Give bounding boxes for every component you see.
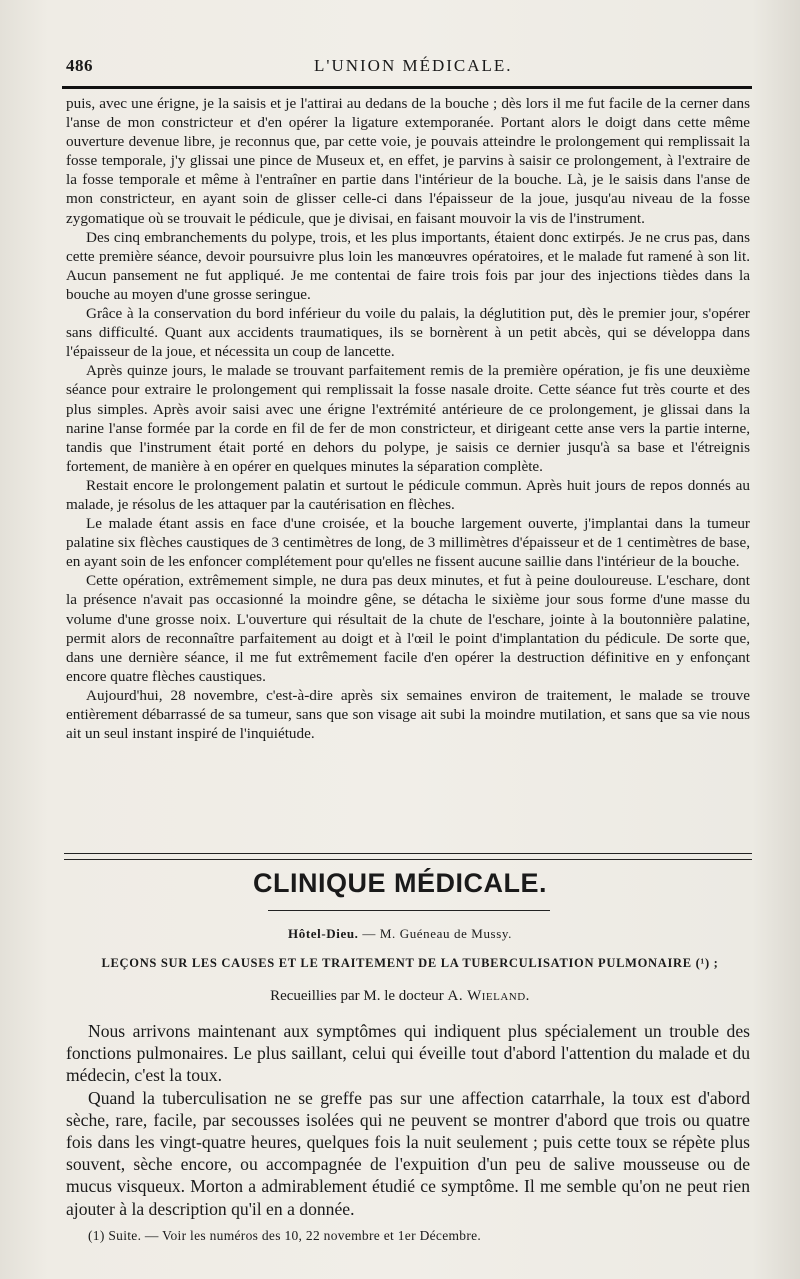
section-divider <box>64 853 752 860</box>
lecture-body <box>66 1020 750 1220</box>
hospital-line <box>0 926 800 942</box>
lecture-title: LEÇONS SUR LES CAUSES ET LE TRAITEMENT DE LA TUBERCULISATION PULMONAIRE (¹) ; <box>101 956 719 970</box>
title-rule <box>268 910 550 911</box>
paragraph: Après quinze jours, le malade se trouvant parfaitement remis de la première opération, je fis une deuxième séance pour extraire le prolongement qui remplissait la fosse nasale droite. Cette séance fut très courte et des plus simples. Après avoir saisi avec une érigne l'extrémité antérieure de ce prolongement, je glissai dans la narine l'anse formée par la corde en fil de fer de mon constricteur, et dirigeant cette anse vers la partie interne, tandis que l'instrument était porté en dehors du polype, je saisis ce dernier jusqu'à sa base et l'étreignis fortement, de manière à en opérer en quelques minutes la séparation complète. <box>66 362 750 475</box>
paragraph: Des cinq embranchements du polype, trois, et les plus importants, étaient donc extirpés. Je ne crus pas, dans cette première séance, devoir poursuivre plus loin les manœuvres opératoires, et le malade fut ramené à son lit. Aucun pansement ne fut appliqué. Je me contentai de faire trois fois par jour des injections tièdes dans la bouche au moyen d'une grosse seringue. <box>66 228 750 303</box>
hospital-name: Hôtel-Dieu. <box>288 926 359 941</box>
page-header <box>66 50 748 84</box>
paragraph: Nous arrivons maintenant aux symptômes qui indiquent plus spécialement un trouble des fonctions pulmonaires. Le plus saillant, celui qui éveille tout d'abord l'attention du malade et du médecin, c'est la toux. <box>66 1021 750 1086</box>
header-rule <box>62 86 752 89</box>
paragraph: Restait encore le prolongement palatin et surtout le pédicule commun. Après huit jours de repos donnés au malade, je résolus de les attaquer par la cautérisation en flèches. <box>66 476 750 513</box>
footnote-text: Suite. — Voir les numéros des 10, 22 novembre et 1er Décembre. <box>104 1228 482 1243</box>
section-title: CLINIQUE MÉDICALE. <box>252 868 547 898</box>
article-body <box>66 94 750 743</box>
collected-by <box>0 988 800 1005</box>
paragraph: Aujourd'hui, 28 novembre, c'est-à-dire après six semaines environ de traitement, le malade se trouve entièrement débarrassé de sa tumeur, sans que son visage ait subi la moindre mutilation, et sans que sa vie nous ait un seul instant inspiré de l'inquiétude. <box>66 686 750 743</box>
footnote-mark: (1) <box>88 1228 105 1243</box>
paragraph: Cette opération, extrêmement simple, ne dura pas deux minutes, et fut à peine douloureuse. L'eschare, dont la présence n'avait pas occasionné la moindre gêne, se détacha le sixième jour sous forme d'une masse du volume d'une grosse noix. L'ouverture qui résultait de la chute de l'eschare, jointe à la boutonnière palatine, permit alors de reconnaître parfaitement au doigt et à l'œil le point d'implantation du pédicule. De sorte que, dans une dernière séance, il me fut extrêmement facile d'en opérer la destruction définitive en y enfonçant encore quatre flèches caustiques. <box>66 572 750 685</box>
paragraph: Le malade étant assis en face d'une croisée, et la bouche largement ouverte, j'implantai dans la tumeur palatine six flèches caustiques de 3 centimètres de long, de 3 millimètres d'épaisseur et de 1 centimètres de base, en ayant soin de les enfoncer complétement pour qu'elles ne fissent aucune saillie dans l'intérieur de la bouche. <box>66 515 750 571</box>
paragraph: Quand la tuberculisation ne se greffe pas sur une affection catarrhale, la toux est d'abord sèche, rare, facile, par secousses isolées qui ne peuvent se montrer d'abord que trois ou quatre fois dans les vingt-quatre heures, quelques fois la nuit seulement ; puis cette toux se répète plus souvent, sèche encore, ou accompagnée de l'expuition d'un peu de salive mousseuse ou de mucus visqueux. Morton a admirablement étudié ce symptôme. Il me semble qu'on ne peut rien ajouter à la description qu'il en a donnée. <box>66 1087 750 1219</box>
collected-prefix: Recueillies par M. le docteur <box>270 988 448 1004</box>
doctor-name: — M. Guéneau de Mussy. <box>362 926 512 941</box>
running-head: L'UNION MÉDICALE. <box>314 56 513 75</box>
paragraph: Grâce à la conservation du bord inférieur du voile du palais, la déglutition put, dès le premier jour, s'opérer sans difficulté. Quant aux accidents traumatiques, ils se bornèrent à un petit abcès, qui se développa dans l'épaisseur de la joue, et nécessita un coup de lancette. <box>66 305 750 361</box>
page-number: 486 <box>66 56 93 75</box>
collector-name: A. Wieland. <box>447 988 530 1004</box>
paragraph: puis, avec une érigne, je la saisis et je l'attirai au dedans de la bouche ; dès lors il me fut facile de la cerner dans l'anse de mon constricteur et d'en opérer la ligature extemporanée. Portant alors le doigt dans cette même ouverture devenue libre, je reconnus que, par cette voie, je pouvais atteindre le prolongement qui remplissait la fosse temporale, j'y glissai une pince de Museux et, en effet, je parvins à saisir ce prolongement, à l'extraire de la fosse temporale et même à l'entraîner en partie dans l'intérieur de la bouche. Là, je le saisis dans l'anse de mon constricteur, en ayant soin de glisser celle-ci dans l'épaisseur de la joue, jusqu'au niveau de la fosse zygomatique où se trouvait le pédicule, que je divisai, en faisant mouvoir la vis de l'instrument. <box>66 95 750 227</box>
footnote <box>88 1228 481 1244</box>
